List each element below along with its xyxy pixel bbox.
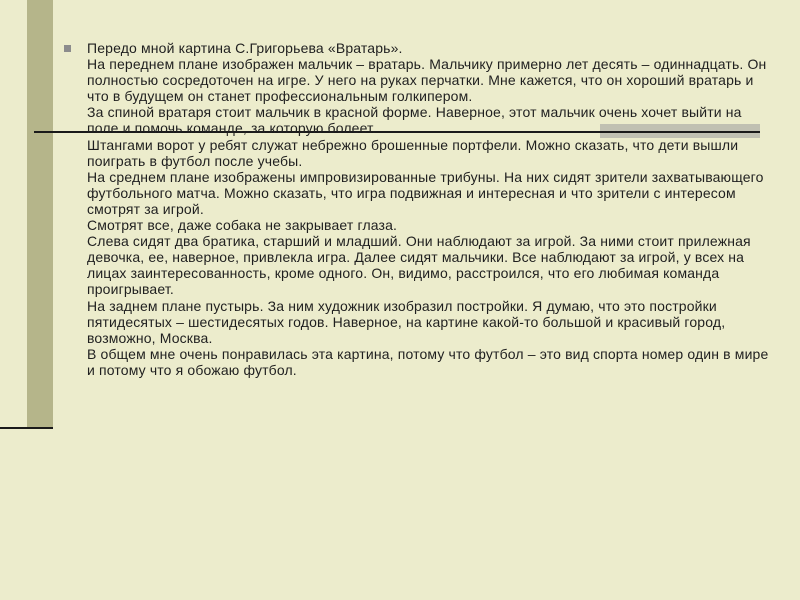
decorative-side-bar xyxy=(27,0,53,428)
paragraph-title: Передо мной картина С.Григорьева «Вратарь». xyxy=(87,40,403,56)
decorative-underline xyxy=(0,427,53,429)
paragraph-spectators: Слева сидят два братика, старший и младший. Они наблюдают за игрой. За ними стоит прилежная девочка, ее, наверное, привлекла игра. Далее сидят мальчики. Все наблюдают за игрой, у всех на лицах заинтересованность, кроме одного. Он, видимо, расстроился, что его любимая команда проигрывает. xyxy=(87,233,751,298)
paragraph-dog: Смотрят все, даже собака не закрывает глаза. xyxy=(87,217,398,234)
paragraph-foreground: На переднем плане изображен мальчик – вратарь. Мальчику примерно лет десять – одиннадцать. Он полностью сосредоточен на игре. У него на руках перчатки. Мне кажется, что он хороший вратарь и что в будущем он станет профессиональным голкипером. xyxy=(87,56,767,105)
paragraph-background: На заднем плане пустырь. За ним художник изобразил постройки. Я думаю, что это постройки пятидесятых – шестидесятых годов. Наверное, на картине какой-то большой и красивый город, возможно, Москва. xyxy=(87,297,726,346)
square-bullet-icon xyxy=(64,45,71,52)
slide-text-block xyxy=(87,40,777,378)
paragraph-middle-ground: На среднем плане изображены импровизированные трибуны. На них сидят зрители захватывающего футбольного матча. Можно сказать, что игра подвижная и интересная и что зрители с интересом смотрят за игрой. xyxy=(87,168,764,217)
paragraph-boy-in-red: За спиной вратаря стоит мальчик в красной форме. Наверное, этот мальчик очень хочет выйти на поле и помочь команде, за которую болеет. xyxy=(87,104,742,137)
paragraph-conclusion: В общем мне очень понравилась эта картина, потому что футбол – это вид спорта номер один в мире и потому что я обожаю футбол. xyxy=(87,345,769,378)
paragraph-goalposts: Штангами ворот у ребят служат небрежно брошенные портфели. Можно сказать, что дети вышли поиграть в футбол после учебы. xyxy=(87,136,739,169)
